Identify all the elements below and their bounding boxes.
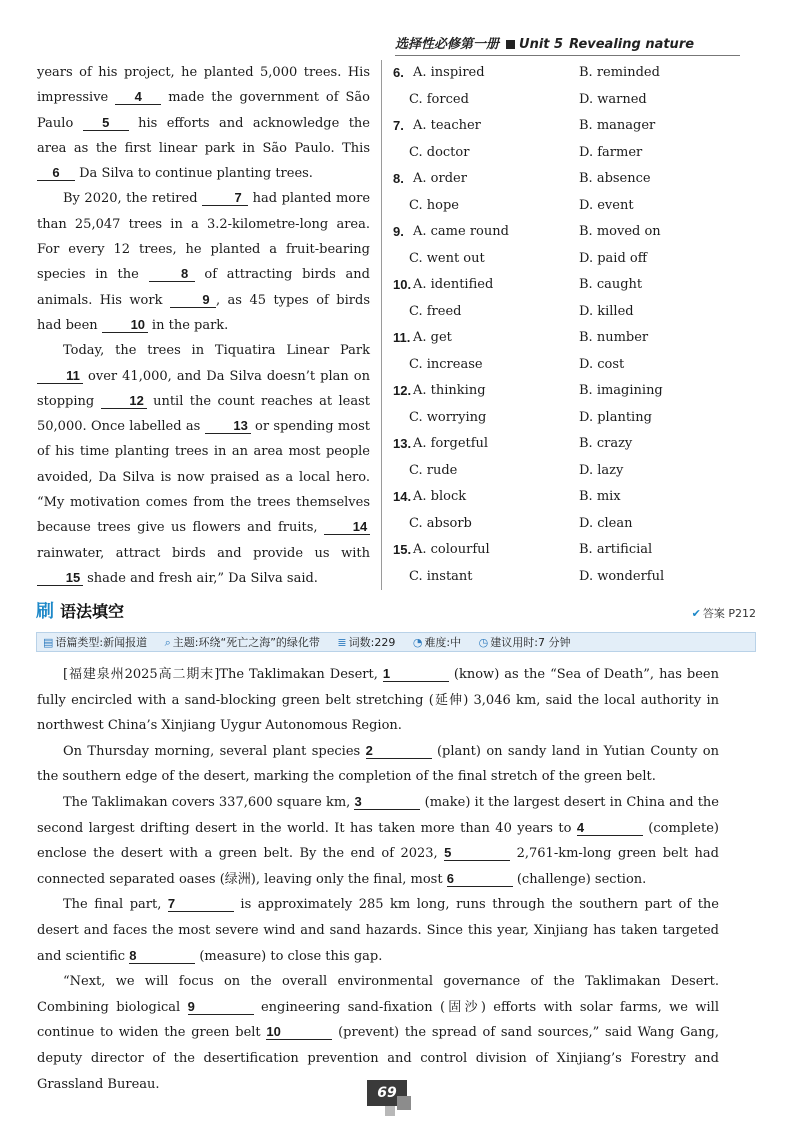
paragraph: By 2020, the retired 7 had planted more than 25,047 trees in a 3.2-kilometre-long area. For every 12 trees, he planted a fruit-bearing species in the 8 of attracting birds and animals. His work 9 , as 45 types of birds had been 10 in the park. — [37, 190, 371, 333]
option-d: D. warned — [579, 91, 647, 107]
blank-14: 14 — [324, 519, 370, 535]
option-d: D. killed — [579, 303, 634, 319]
info-type: ▤ 语篇类型:新闻报道 — [43, 636, 148, 649]
gauge-icon: ◔ — [412, 636, 423, 649]
option-c: C. rude — [409, 462, 458, 478]
option-row — [393, 272, 753, 299]
page-decoration — [397, 1096, 411, 1110]
square-icon — [506, 40, 515, 49]
option-a: A. order — [413, 171, 467, 186]
option-b: B. crazy — [579, 436, 633, 451]
answer-reference: ✔ 答案 P212 — [691, 607, 756, 620]
info-words: ≣ 词数:229 — [337, 636, 396, 649]
option-c: C. freed — [409, 303, 462, 319]
option-b: B. imagining — [579, 383, 663, 398]
blank-6: 6 — [37, 165, 75, 181]
page-number: 69 — [367, 1080, 407, 1106]
question-number: 6. — [393, 65, 404, 80]
info-time: ◷ 建议用时:7 分钟 — [478, 636, 571, 649]
paragraph: The final part, 7 is approximately 285 km long, runs through the southern part of the desert and faces the most severe wind and sand hazards. Since this year, Xinjiang has taken targeted and scientific 8 (measure) to close this gap. — [37, 896, 719, 964]
option-row — [393, 166, 753, 193]
blank-9: 9 — [170, 292, 216, 308]
blank-6: 6 — [447, 871, 513, 887]
option-b: B. mix — [579, 489, 621, 504]
option-row — [393, 352, 753, 379]
paragraph: years of his project, he planted 5,000 trees. His impressive 4 made the government of São Paulo 5 his efforts and acknowledge the area as the first linear park in São Paulo. This 6 Da Silva to continue planting trees. — [37, 65, 370, 182]
page-decoration — [385, 1106, 395, 1116]
option-row — [393, 511, 753, 538]
option-row — [393, 193, 753, 220]
option-b: B. absence — [579, 171, 651, 186]
running-header — [395, 33, 740, 56]
question-number: 11. — [393, 330, 411, 345]
option-row — [393, 219, 753, 246]
section-title: 语法填空 — [60, 602, 125, 621]
blank-11: 11 — [37, 368, 83, 384]
paragraph: Today, the trees in Tiquatira Linear Park 11 over 41,000, and Da Silva doesn’t plan on stopping 12 until the count reaches at least 50,000. Once labelled as 13 or spending most of his time planting trees in an area most people avoided, Da Silva is now praised as a local hero. “My motivation comes from the trees themselves because trees give us flowers and fruits, 14 rainwater, attract birds and provide us with 15 shade and fresh air,” Da Silva said. — [37, 343, 371, 586]
option-a: A. colourful — [413, 542, 490, 557]
check-icon: ✔ — [691, 607, 701, 620]
question-number: 10. — [393, 277, 412, 292]
option-b: B. manager — [579, 118, 656, 133]
column-divider — [381, 60, 382, 590]
option-row — [393, 564, 753, 591]
question-number: 12. — [393, 383, 412, 398]
paragraph: The Taklimakan covers 337,600 square km, 3 (make) it the largest desert in China and the second largest drifting desert in the world. It has taken more than 40 years to 4 (complete) enclose the desert with a green belt. By the end of 2023, 5 2,761-km-long green belt had connected separated oases (绿洲), leaving only the final, most 6 (challenge) section. — [37, 793, 719, 887]
option-row — [393, 484, 753, 511]
unit-topic: Revealing nature — [569, 37, 695, 52]
option-a: A. forgetful — [413, 436, 489, 451]
option-row — [393, 378, 753, 405]
option-row — [393, 113, 753, 140]
blank-5: 5 — [83, 115, 129, 131]
cloze-passage — [37, 60, 370, 591]
option-c: C. forced — [409, 91, 469, 107]
blank-4: 4 — [577, 820, 643, 836]
option-row — [393, 87, 753, 114]
blank-15: 15 — [37, 570, 83, 586]
blank-3: 3 — [354, 794, 420, 810]
blank-10: 10 — [266, 1024, 332, 1040]
info-theme: ⌕ 主题:环绕“死亡之海”的绿化带 — [164, 636, 320, 649]
search-icon: ⌕ — [164, 636, 171, 649]
option-b: B. artificial — [579, 542, 653, 557]
option-d: D. event — [579, 197, 634, 213]
option-a: A. teacher — [413, 118, 481, 133]
option-c: C. increase — [409, 356, 483, 372]
question-number: 13. — [393, 436, 412, 451]
blank-5: 5 — [444, 845, 510, 861]
question-number: 7. — [393, 118, 404, 133]
option-row — [393, 60, 753, 87]
option-c: C. worrying — [409, 409, 487, 425]
option-c: C. doctor — [409, 144, 470, 160]
unit-label: Unit 5 — [519, 37, 564, 52]
question-number: 9. — [393, 224, 404, 239]
blank-7: 7 — [202, 190, 248, 206]
blank-2: 2 — [366, 743, 432, 759]
option-row — [393, 140, 753, 167]
option-c: C. went out — [409, 250, 485, 266]
paragraph: On Thursday morning, several plant species 2 (plant) on sandy land in Yutian County on the southern edge of the desert, marking the completion of the final stretch of the green belt. — [37, 742, 720, 785]
document-icon: ▤ — [43, 636, 54, 649]
option-row — [393, 246, 753, 273]
blank-1: 1 — [383, 666, 449, 682]
option-d: D. planting — [579, 409, 652, 425]
option-a: A. inspired — [413, 65, 485, 80]
option-a: A. identified — [413, 277, 494, 292]
option-a: A. block — [413, 489, 467, 504]
option-a: A. came round — [413, 224, 509, 239]
paragraph: “Next, we will focus on the overall environmental governance of the Taklimakan Desert. Combining biological 9 engineering sand-fixation (固沙) efforts with solar farms, we will continue to widen the green belt 10 (prevent) the spread of sand sources,” said Wang Gang, deputy director of the desertification prevention and control division of Xinjiang’s Forestry and Grassland Bureau. — [37, 974, 719, 1092]
option-b: B. caught — [579, 277, 643, 292]
paragraph: [福建泉州2025高二期末]The Taklimakan Desert, 1 (know) as the “Sea of Death”, has been fully encircled with a sand-blocking green belt stretching (延伸) 3,046 km, said the local authority in northwest China’s Xinjiang Uygur Autonomous Region. — [37, 666, 719, 734]
list-icon: ≣ — [337, 636, 347, 649]
option-d: D. lazy — [579, 462, 624, 478]
option-row — [393, 537, 753, 564]
question-number: 14. — [393, 489, 412, 504]
options-list — [393, 60, 753, 590]
blank-8: 8 — [129, 948, 195, 964]
info-difficulty: ◔ 难度:中 — [412, 636, 462, 649]
option-d: D. wonderful — [579, 568, 665, 584]
option-c: C. hope — [409, 197, 459, 213]
option-c: C. instant — [409, 568, 473, 584]
option-row — [393, 405, 753, 432]
option-d: D. paid off — [579, 250, 647, 266]
option-c: C. absorb — [409, 515, 472, 531]
option-b: B. moved on — [579, 224, 661, 239]
section-header — [36, 597, 756, 623]
blank-9: 9 — [188, 999, 254, 1015]
option-d: D. farmer — [579, 144, 643, 160]
question-number: 8. — [393, 171, 404, 186]
question-number: 15. — [393, 542, 412, 557]
option-d: D. cost — [579, 356, 625, 372]
blank-13: 13 — [205, 418, 251, 434]
option-a: A. get — [413, 330, 452, 345]
blank-8: 8 — [149, 266, 195, 282]
option-row — [393, 325, 753, 352]
blank-12: 12 — [101, 393, 147, 409]
option-d: D. clean — [579, 515, 633, 531]
option-b: B. reminded — [579, 65, 660, 80]
grammar-passage — [37, 662, 719, 1097]
blank-7: 7 — [168, 896, 234, 912]
option-row — [393, 458, 753, 485]
option-row — [393, 299, 753, 326]
option-row — [393, 431, 753, 458]
info-bar — [36, 632, 756, 652]
blank-10: 10 — [102, 317, 148, 333]
brush-icon: 刷 — [36, 601, 54, 622]
clock-icon: ◷ — [478, 636, 489, 649]
option-a: A. thinking — [413, 383, 486, 398]
blank-4: 4 — [115, 89, 161, 105]
option-b: B. number — [579, 330, 649, 345]
book-title: 选择性必修第一册 — [395, 37, 500, 52]
